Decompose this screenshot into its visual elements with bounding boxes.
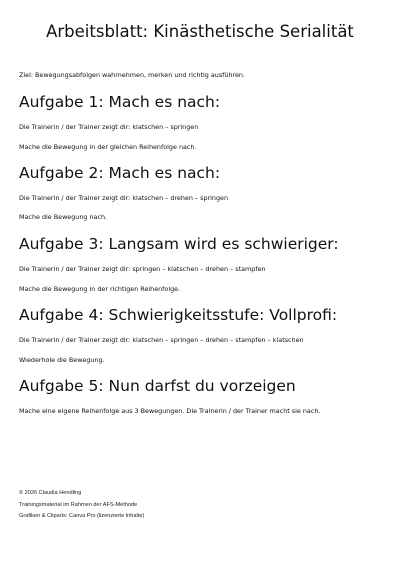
footer-graphics-credit: Grafiken & Cliparts: Canva Pro (lizenzierte Inhalte) xyxy=(19,513,145,519)
task-5-instruction: Mache eine eigene Reihenfolge aus 3 Bewegungen. Die Trainerin / der Trainer macht sie nach. xyxy=(19,407,321,415)
task-2-heading: Aufgabe 2: Mach es nach: xyxy=(19,164,221,182)
task-3-instruction: Die Trainerin / der Trainer zeigt dir: springen – klatschen – drehen – stampfen xyxy=(19,265,266,273)
footer-training-material: Trainingsmaterial im Rahmen der AFS-Methode xyxy=(19,502,138,508)
task-5-heading: Aufgabe 5: Nun darfst du vorzeigen xyxy=(19,377,296,395)
task-1-heading: Aufgabe 1: Mach es nach: xyxy=(19,93,221,111)
worksheet-goal: Ziel: Bewegungsabfolgen wahrnehmen, merken und richtig ausführen. xyxy=(19,71,245,79)
task-2-instruction: Die Trainerin / der Trainer zeigt dir: klatschen – drehen – springen xyxy=(19,194,229,202)
worksheet-title: Arbeitsblatt: Kinästhetische Serialität xyxy=(46,22,354,41)
task-1-instruction: Mache die Bewegung in der gleichen Reihenfolge nach. xyxy=(19,143,197,151)
task-3-heading: Aufgabe 3: Langsam wird es schwieriger: xyxy=(19,235,339,253)
task-2-instruction: Mache die Bewegung nach. xyxy=(19,213,108,221)
task-1-instruction: Die Trainerin / der Trainer zeigt dir: klatschen – springen xyxy=(19,123,199,131)
task-3-instruction: Mache die Bewegung in der richtigen Reihenfolge. xyxy=(19,285,181,293)
task-4-instruction: Wiederhole die Bewegung. xyxy=(19,356,105,364)
footer-copyright: © 2026 Claudia Hendling xyxy=(19,490,82,496)
task-4-instruction: Die Trainerin / der Trainer zeigt dir: klatschen – springen – drehen – stampfen – klatschen xyxy=(19,336,304,344)
task-4-heading: Aufgabe 4: Schwierigkeitsstufe: Vollprofi: xyxy=(19,306,338,324)
